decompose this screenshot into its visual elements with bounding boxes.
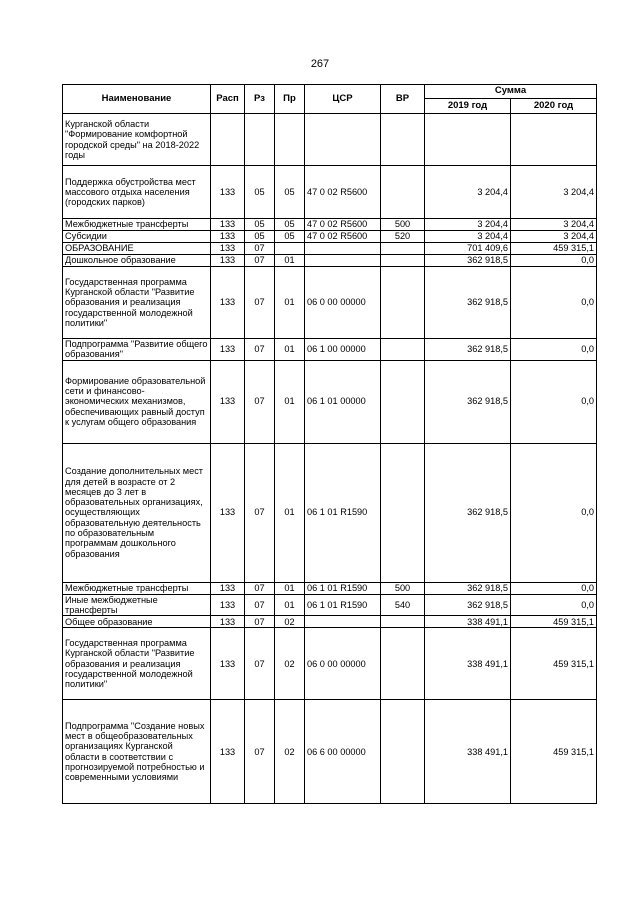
cell-y2019: 338 491,1 <box>425 628 511 700</box>
cell-rasp: 133 <box>211 339 245 361</box>
cell-csr: 47 0 02 R5600 <box>305 166 381 219</box>
cell-pr: 05 <box>275 231 305 243</box>
cell-pr: 01 <box>275 443 305 582</box>
cell-y2019: 3 204,4 <box>425 166 511 219</box>
cell-csr: 06 6 00 00000 <box>305 700 381 804</box>
cell-rasp: 133 <box>211 594 245 616</box>
cell-pr <box>275 114 305 166</box>
cell-rz: 07 <box>245 628 275 700</box>
cell-y2020: 0,0 <box>511 255 597 267</box>
cell-y2020: 0,0 <box>511 339 597 361</box>
header-sum: Сумма <box>425 85 597 99</box>
cell-name: Поддержка обустройства мест массового отдыха населения (городских парков) <box>63 166 211 219</box>
cell-y2020: 3 204,4 <box>511 166 597 219</box>
cell-pr: 01 <box>275 360 305 443</box>
cell-rasp: 133 <box>211 231 245 243</box>
cell-rasp: 133 <box>211 360 245 443</box>
cell-y2019: 338 491,1 <box>425 616 511 628</box>
cell-csr: 06 1 01 00000 <box>305 360 381 443</box>
cell-vr: 520 <box>381 231 425 243</box>
cell-y2020: 0,0 <box>511 267 597 339</box>
cell-rz: 07 <box>245 255 275 267</box>
cell-name: Межбюджетные трансферты <box>63 582 211 594</box>
cell-y2019: 362 918,5 <box>425 339 511 361</box>
cell-y2019: 362 918,5 <box>425 255 511 267</box>
cell-pr: 01 <box>275 594 305 616</box>
header-rz: Рз <box>245 85 275 114</box>
header-csr: ЦСР <box>305 85 381 114</box>
table-row <box>63 267 597 339</box>
cell-rz: 07 <box>245 582 275 594</box>
page-number: 267 <box>310 58 330 70</box>
cell-name: Курганской области "Формирование комфортной городской среды" на 2018-2022 годы <box>63 114 211 166</box>
cell-pr: 01 <box>275 582 305 594</box>
table-row <box>63 360 597 443</box>
cell-y2019: 3 204,4 <box>425 219 511 231</box>
table-row <box>63 616 597 628</box>
cell-name: ОБРАЗОВАНИЕ <box>63 243 211 255</box>
cell-vr <box>381 360 425 443</box>
cell-rasp: 133 <box>211 443 245 582</box>
cell-pr: 01 <box>275 255 305 267</box>
cell-rz: 07 <box>245 443 275 582</box>
cell-csr: 06 1 01 R1590 <box>305 594 381 616</box>
table-row <box>63 231 597 243</box>
cell-name: Подпрограмма "Развитие общего образования" <box>63 339 211 361</box>
cell-y2020: 459 315,1 <box>511 616 597 628</box>
cell-rasp: 133 <box>211 219 245 231</box>
cell-rz: 07 <box>245 267 275 339</box>
cell-y2020: 3 204,4 <box>511 231 597 243</box>
cell-csr: 06 0 00 00000 <box>305 628 381 700</box>
cell-y2019: 362 918,5 <box>425 594 511 616</box>
cell-csr <box>305 243 381 255</box>
cell-vr <box>381 628 425 700</box>
cell-y2020: 0,0 <box>511 594 597 616</box>
cell-vr <box>381 166 425 219</box>
cell-csr: 06 1 01 R1590 <box>305 582 381 594</box>
cell-pr: 01 <box>275 339 305 361</box>
cell-name: Дошкольное образование <box>63 255 211 267</box>
cell-vr <box>381 339 425 361</box>
cell-y2019: 701 409,6 <box>425 243 511 255</box>
cell-name: Государственная программа Курганской области "Развитие образования и реализация государственной молодежной политики" <box>63 628 211 700</box>
cell-name: Межбюджетные трансферты <box>63 219 211 231</box>
cell-rz: 07 <box>245 594 275 616</box>
cell-name: Субсидии <box>63 231 211 243</box>
cell-rz: 05 <box>245 219 275 231</box>
cell-pr: 05 <box>275 166 305 219</box>
cell-vr: 540 <box>381 594 425 616</box>
table-row <box>63 339 597 361</box>
cell-rz: 07 <box>245 700 275 804</box>
cell-y2019 <box>425 114 511 166</box>
cell-rz: 07 <box>245 339 275 361</box>
table-row <box>63 582 597 594</box>
cell-y2020: 459 315,1 <box>511 243 597 255</box>
cell-y2020: 0,0 <box>511 443 597 582</box>
cell-name: Государственная программа Курганской области "Развитие образования и реализация государственной молодежной политики" <box>63 267 211 339</box>
cell-vr <box>381 267 425 339</box>
cell-rasp: 133 <box>211 166 245 219</box>
cell-rasp: 133 <box>211 267 245 339</box>
cell-rasp: 133 <box>211 628 245 700</box>
cell-vr: 500 <box>381 582 425 594</box>
cell-rasp: 133 <box>211 255 245 267</box>
table-row <box>63 219 597 231</box>
header-2019: 2019 год <box>425 99 511 114</box>
cell-pr: 01 <box>275 267 305 339</box>
cell-csr <box>305 616 381 628</box>
cell-rasp <box>211 114 245 166</box>
cell-csr: 47 0 02 R5600 <box>305 219 381 231</box>
cell-rz: 05 <box>245 166 275 219</box>
cell-y2019: 362 918,5 <box>425 360 511 443</box>
header-vr: ВР <box>381 85 425 114</box>
cell-vr: 500 <box>381 219 425 231</box>
cell-pr: 05 <box>275 219 305 231</box>
cell-name: Формирование образовательной сети и финансово-экономических механизмов, обеспечивающих равный доступ к услугам общего образования <box>63 360 211 443</box>
cell-y2019: 362 918,5 <box>425 582 511 594</box>
header-2020: 2020 год <box>511 99 597 114</box>
table-row <box>63 166 597 219</box>
cell-y2019: 338 491,1 <box>425 700 511 804</box>
cell-rz: 07 <box>245 616 275 628</box>
table-row <box>63 114 597 166</box>
cell-csr: 06 0 00 00000 <box>305 267 381 339</box>
cell-vr <box>381 255 425 267</box>
cell-rz: 07 <box>245 360 275 443</box>
cell-y2019: 362 918,5 <box>425 267 511 339</box>
cell-name: Подпрограмма "Создание новых мест в общеобразовательных организациях Курганской области в соответствии с прогнозируемой потребностью и современными условиями <box>63 700 211 804</box>
cell-csr: 06 1 01 R1590 <box>305 443 381 582</box>
cell-csr <box>305 114 381 166</box>
cell-y2020: 0,0 <box>511 360 597 443</box>
cell-pr <box>275 243 305 255</box>
cell-vr <box>381 616 425 628</box>
cell-pr: 02 <box>275 616 305 628</box>
table-row <box>63 628 597 700</box>
cell-rasp: 133 <box>211 616 245 628</box>
cell-csr: 47 0 02 R5600 <box>305 231 381 243</box>
cell-y2020 <box>511 114 597 166</box>
cell-name: Общее образование <box>63 616 211 628</box>
cell-y2019: 3 204,4 <box>425 231 511 243</box>
cell-rz <box>245 114 275 166</box>
cell-rz: 05 <box>245 231 275 243</box>
table-row <box>63 443 597 582</box>
cell-pr: 02 <box>275 700 305 804</box>
cell-name: Создание дополнительных мест для детей в возрасте от 2 месяцев до 3 лет в образовательных организациях, осуществляющих образовательную деятельность по образовательным программам дошкольного образования <box>63 443 211 582</box>
header-pr: Пр <box>275 85 305 114</box>
header-name: Наименование <box>63 85 211 114</box>
cell-vr <box>381 700 425 804</box>
budget-table <box>62 84 597 804</box>
table-row <box>63 255 597 267</box>
table-row <box>63 700 597 804</box>
cell-rasp: 133 <box>211 700 245 804</box>
cell-vr <box>381 243 425 255</box>
cell-rasp: 133 <box>211 243 245 255</box>
cell-y2020: 0,0 <box>511 582 597 594</box>
cell-csr <box>305 255 381 267</box>
cell-csr: 06 1 00 00000 <box>305 339 381 361</box>
cell-rz: 07 <box>245 243 275 255</box>
cell-pr: 02 <box>275 628 305 700</box>
cell-vr <box>381 114 425 166</box>
cell-y2019: 362 918,5 <box>425 443 511 582</box>
cell-rasp: 133 <box>211 582 245 594</box>
cell-name: Иные межбюджетные трансферты <box>63 594 211 616</box>
cell-vr <box>381 443 425 582</box>
table-body <box>63 114 597 804</box>
table-row <box>63 594 597 616</box>
cell-y2020: 459 315,1 <box>511 700 597 804</box>
table-row <box>63 243 597 255</box>
cell-y2020: 459 315,1 <box>511 628 597 700</box>
header-rasp: Расп <box>211 85 245 114</box>
cell-y2020: 3 204,4 <box>511 219 597 231</box>
